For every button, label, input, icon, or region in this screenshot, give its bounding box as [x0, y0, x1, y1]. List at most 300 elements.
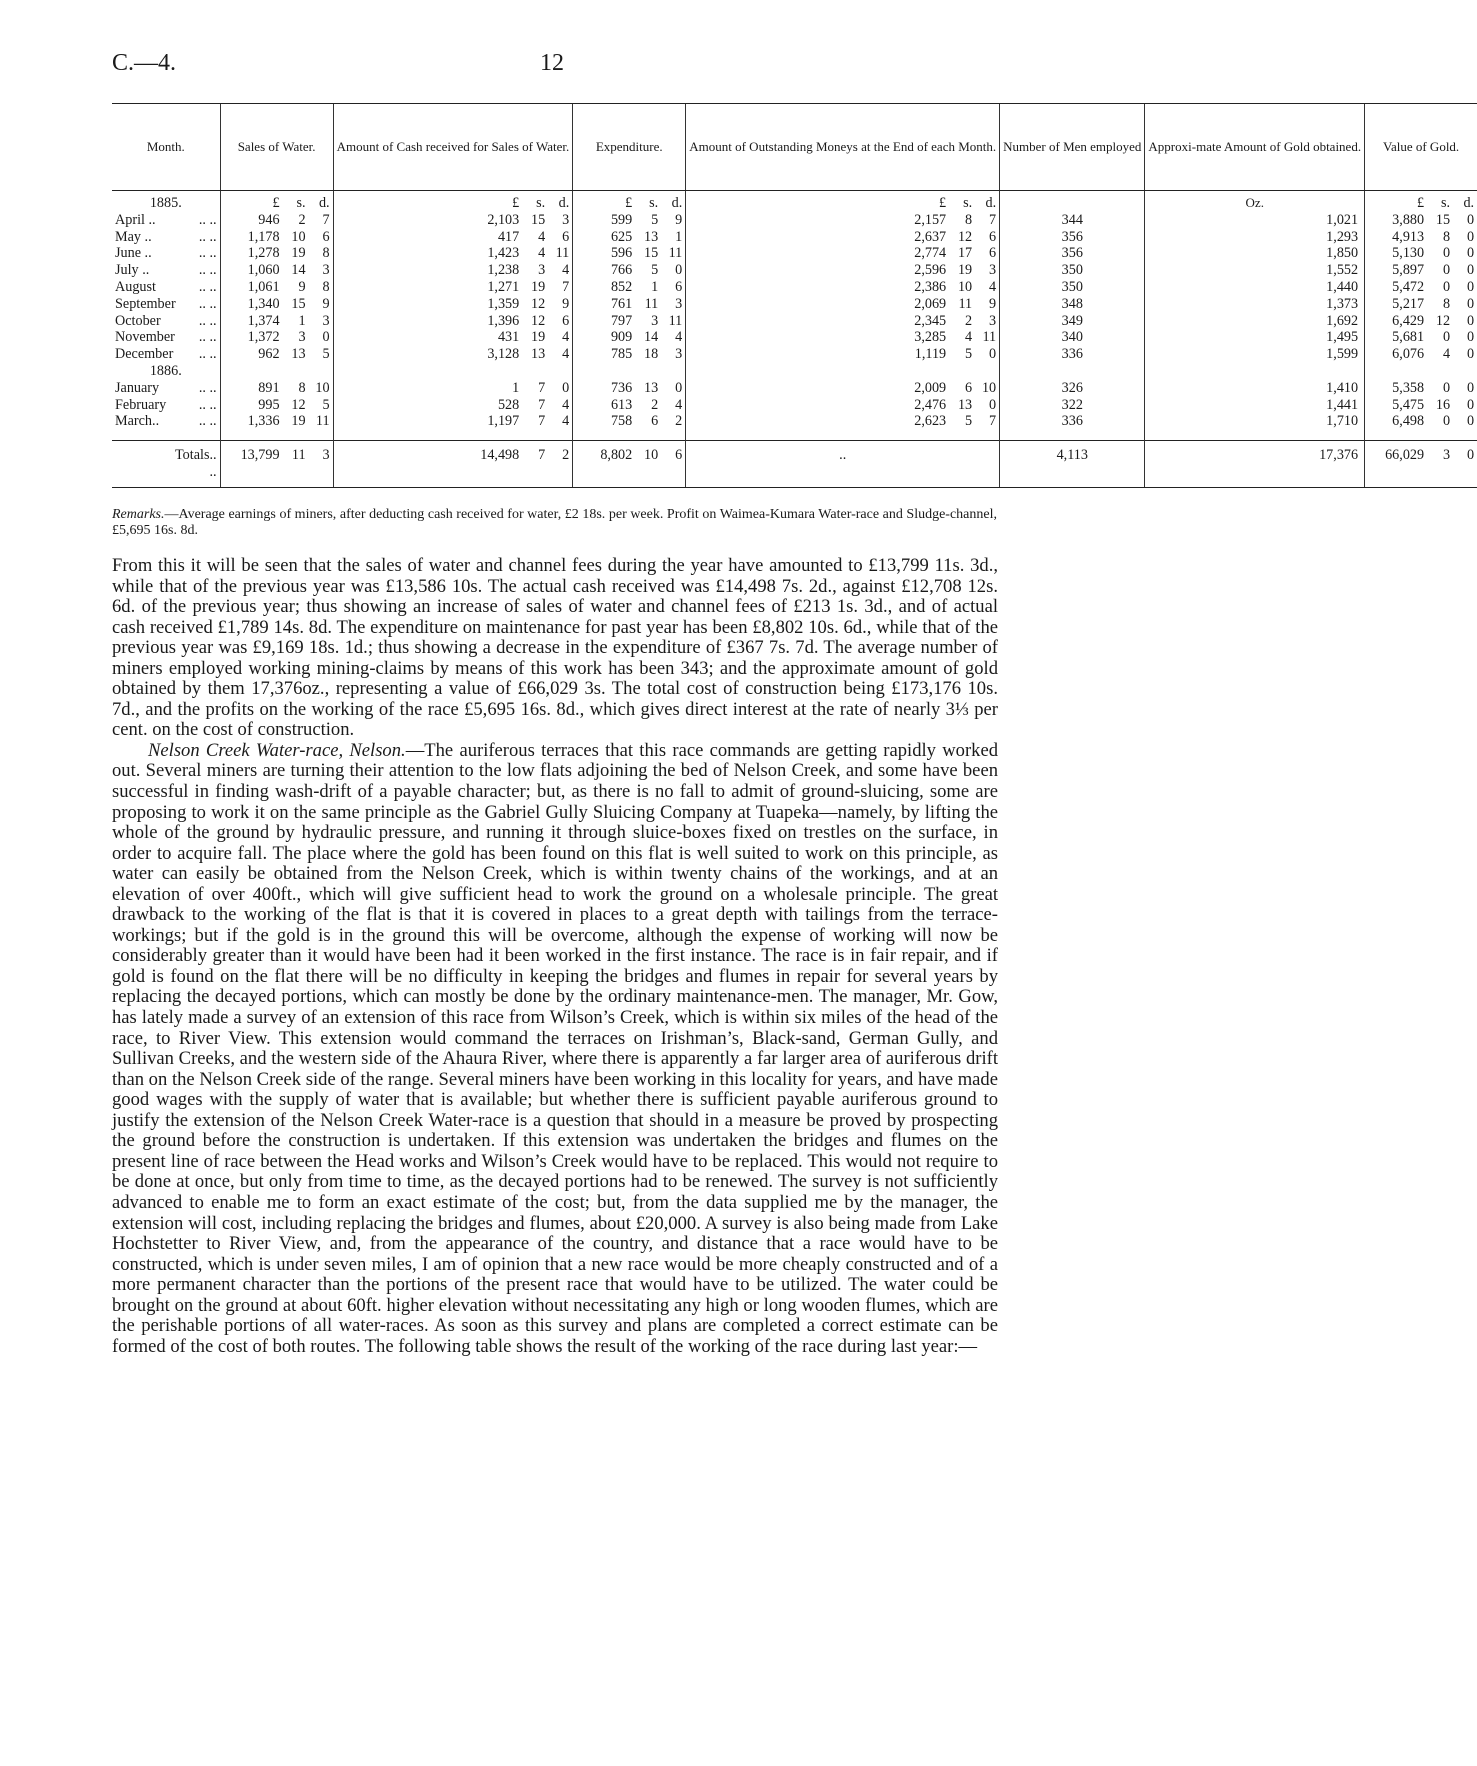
totals-value	[1365, 441, 1477, 488]
month-cell	[112, 346, 220, 363]
unit-money-part: d.	[1463, 195, 1475, 211]
table-row	[112, 397, 1477, 414]
expenditure-cell-part: 596	[610, 245, 633, 262]
cash-cell	[333, 229, 573, 246]
value-cell-part: 5,472	[1392, 278, 1425, 295]
value-cell	[1365, 329, 1477, 346]
outstanding-cell-part: 11	[958, 295, 973, 312]
unit-money-part: d.	[318, 195, 330, 211]
month-cell	[112, 397, 220, 414]
outstanding-cell-part: 3	[989, 312, 997, 329]
paragraph-summary: From this it will be seen that the sales of water and channel fees during the year have amounted to £13,799 11s. 3d., while that of the previous year was £13,586 10s. The actual cash received was £14,498 7s. 2d., against £12,708 12s. 6d. of the previous year; thus showing an increase of sales of water and channel fees of £213 1s. 3d., and of actual cash received £1,789 14s. 8d. The expenditure on maintenance for past year has been £8,802 10s. 6d., while that of the previous year was £9,169 18s. 1d.; thus showing a decrease in the expenditure of £367 7s. 7d. The average number of miners employed working mining-claims by means of this work has been 343; and the approximate amount of gold obtained by them 17,376oz., representing a value of £66,029 3s. The total cost of construction being £173,176 10s. 7d., and the profits on the working of the race £5,695 16s. 8d., which gives direct interest at the rate of nearly 3⅓ per cent. on the cost of construction.	[112, 555, 998, 741]
value-cell-part: 3,880	[1392, 211, 1425, 228]
col-header-outstanding: Amount of Outstanding Moneys at the End of each Month.	[686, 104, 1000, 191]
sales-cell-part: 962	[258, 346, 280, 363]
expenditure-cell-part: 785	[610, 346, 633, 363]
outstanding-cell-part: 2,623	[914, 413, 947, 430]
expenditure-cell	[573, 346, 686, 363]
sales-cell-part: 2	[298, 211, 306, 228]
sales-cell-part: 8	[322, 245, 330, 262]
totals-gold: 17,376	[1145, 441, 1365, 488]
cash-cell-part: 1,359	[487, 295, 520, 312]
table-row	[112, 329, 1477, 346]
spacer-cell	[1145, 430, 1365, 441]
cash-cell	[333, 329, 573, 346]
month-name: December	[115, 346, 174, 363]
cash-cell-part: 12	[531, 312, 546, 329]
expenditure-cell-part: 9	[675, 211, 683, 228]
month-cell	[112, 212, 220, 229]
totals-value-part: 3	[1443, 447, 1451, 464]
outstanding-cell-part: 17	[957, 245, 973, 262]
value-cell-part: 12	[1435, 312, 1451, 329]
remarks-label: Remarks.	[112, 507, 165, 522]
expenditure-cell-part: 3	[675, 295, 683, 312]
year-spacer	[220, 363, 333, 380]
value-cell	[1365, 313, 1477, 330]
sales-cell-part: 7	[322, 211, 330, 228]
unit-money-part: £	[512, 195, 520, 211]
outstanding-cell	[686, 212, 1000, 229]
cash-cell	[333, 296, 573, 313]
table-row	[112, 413, 1477, 430]
spacer-cell	[220, 430, 333, 441]
expenditure-cell-part: 3	[651, 312, 659, 329]
expenditure-cell	[573, 279, 686, 296]
outstanding-cell-part: 2,386	[914, 278, 947, 295]
value-cell-part: 0	[1443, 413, 1451, 430]
col-header-gold-amount: Approxi-mate Amount of Gold obtained.	[1145, 104, 1365, 191]
gold-cell: 1,021	[1145, 212, 1365, 229]
expenditure-cell-part: 0	[675, 379, 683, 396]
table-row	[112, 212, 1477, 229]
outstanding-cell-part: 4	[965, 329, 973, 346]
value-cell	[1365, 346, 1477, 363]
outstanding-cell	[686, 397, 1000, 414]
totals-sales-part: 13,799	[240, 447, 280, 464]
totals-dots: ..	[209, 463, 217, 480]
cash-cell-part: 12	[531, 295, 546, 312]
men-cell: 350	[1000, 262, 1145, 279]
outstanding-cell	[686, 262, 1000, 279]
month-dots: .. ..	[198, 379, 217, 396]
year-label: 1886.	[149, 362, 182, 379]
value-cell-part: 6,076	[1392, 346, 1425, 363]
sales-cell-part: 1,336	[247, 413, 280, 430]
outstanding-cell	[686, 296, 1000, 313]
sales-cell	[220, 212, 333, 229]
expenditure-cell	[573, 380, 686, 397]
sales-cell	[220, 313, 333, 330]
value-cell-part: 0	[1443, 379, 1451, 396]
outstanding-cell-part: 9	[989, 295, 997, 312]
outstanding-cell-part: 12	[957, 228, 973, 245]
expenditure-cell	[573, 212, 686, 229]
table-row	[112, 262, 1477, 279]
men-cell: 322	[1000, 397, 1145, 414]
outstanding-cell-part: 5	[965, 346, 973, 363]
month-name: May ..	[115, 228, 152, 245]
outstanding-cell	[686, 313, 1000, 330]
sales-cell-part: 8	[322, 278, 330, 295]
sales-cell-part: 1,340	[247, 295, 280, 312]
cash-cell-part: 4	[562, 396, 570, 413]
men-cell: 336	[1000, 413, 1145, 430]
year-label: 1885.	[149, 195, 182, 211]
sales-cell-part: 14	[291, 262, 306, 279]
value-cell-part: 0	[1467, 278, 1475, 295]
year-spacer	[1365, 363, 1477, 380]
sales-cell-part: 13	[291, 346, 306, 363]
sales-cell-part: 1,372	[247, 329, 280, 346]
cash-cell	[333, 413, 573, 430]
sales-cell-part: 19	[291, 413, 306, 430]
unit-money	[333, 191, 573, 212]
table-body	[112, 191, 1477, 488]
expenditure-cell-part: 1	[675, 228, 683, 245]
report-body	[112, 556, 998, 1357]
outstanding-cell	[686, 380, 1000, 397]
expenditure-cell-part: 18	[644, 346, 659, 363]
outstanding-cell-part: 2,476	[914, 396, 947, 413]
cash-cell-part: 7	[562, 278, 570, 295]
month-name: March..	[115, 413, 160, 430]
cash-cell-part: 19	[531, 329, 546, 346]
cash-cell	[333, 279, 573, 296]
value-cell-part: 15	[1435, 211, 1451, 228]
outstanding-cell-part: 7	[989, 413, 997, 430]
outstanding-cell-part: 2	[965, 312, 973, 329]
sales-cell-part: 8	[298, 379, 306, 396]
sales-cell	[220, 296, 333, 313]
table-row	[112, 229, 1477, 246]
value-cell-part: 6,498	[1392, 413, 1425, 430]
value-cell-part: 6,429	[1392, 312, 1425, 329]
value-cell-part: 0	[1443, 278, 1451, 295]
unit-money-part: £	[625, 195, 633, 211]
value-cell-part: 4	[1443, 346, 1451, 363]
month-dots: .. ..	[198, 329, 217, 346]
outstanding-cell	[686, 229, 1000, 246]
outstanding-cell-part: 5	[965, 413, 973, 430]
year-spacer	[686, 363, 1000, 380]
gold-cell: 1,495	[1145, 329, 1365, 346]
expenditure-cell	[573, 313, 686, 330]
gold-cell: 1,441	[1145, 397, 1365, 414]
month-cell	[112, 329, 220, 346]
month-cell	[112, 262, 220, 279]
spacer-cell	[686, 430, 1000, 441]
month-cell	[112, 279, 220, 296]
returns-table-container	[112, 103, 1475, 488]
totals-expenditure-part: 8,802	[600, 447, 633, 464]
expenditure-cell-part: 1	[651, 278, 659, 295]
expenditure-cell-part: 15	[644, 245, 659, 262]
totals-label: Totals..	[175, 447, 217, 464]
unit-money-part: d.	[985, 195, 997, 211]
cash-cell-part: 431	[497, 329, 520, 346]
month-cell	[112, 313, 220, 330]
value-cell	[1365, 229, 1477, 246]
value-cell	[1365, 380, 1477, 397]
sales-cell-part: 9	[298, 278, 306, 295]
gold-cell: 1,293	[1145, 229, 1365, 246]
cash-cell	[333, 262, 573, 279]
gold-cell: 1,440	[1145, 279, 1365, 296]
sales-cell-part: 12	[291, 396, 306, 413]
unit-money-part: s.	[963, 195, 973, 211]
sales-cell-part: 0	[322, 329, 330, 346]
outstanding-cell-part: 10	[957, 278, 973, 295]
year-row	[112, 363, 1477, 380]
sales-cell-part: 1,374	[247, 312, 280, 329]
cash-cell-part: 13	[531, 346, 546, 363]
sales-cell-part: 1,278	[247, 245, 280, 262]
sales-cell	[220, 346, 333, 363]
cash-cell-part: 1,396	[487, 312, 520, 329]
expenditure-cell	[573, 262, 686, 279]
value-cell-part: 0	[1467, 312, 1475, 329]
month-name: October	[115, 312, 161, 329]
unit-money-part: s.	[649, 195, 659, 211]
sales-cell-part: 15	[291, 295, 306, 312]
value-cell-part: 0	[1443, 262, 1451, 279]
month-cell	[112, 296, 220, 313]
value-cell-part: 0	[1467, 346, 1475, 363]
expenditure-cell	[573, 229, 686, 246]
unit-money-part: d.	[671, 195, 683, 211]
cash-cell-part: 4	[562, 262, 570, 279]
month-dots: .. ..	[198, 413, 217, 430]
cash-cell-part: 6	[562, 228, 570, 245]
col-header-men: Number of Men employed	[1000, 104, 1145, 191]
year-spacer	[1000, 363, 1145, 380]
col-header-expenditure: Expenditure.	[573, 104, 686, 191]
expenditure-cell-part: 736	[610, 379, 633, 396]
month-name: September	[115, 295, 176, 312]
sales-cell	[220, 245, 333, 262]
document-reference: C.—4.	[112, 50, 177, 76]
sales-cell-part: 10	[291, 228, 306, 245]
unit-money-part: £	[272, 195, 280, 211]
expenditure-cell-part: 11	[668, 312, 683, 329]
col-header-gold-value: Value of Gold.	[1365, 104, 1477, 191]
outstanding-cell-part: 2,009	[914, 379, 947, 396]
totals-expenditure-part: 6	[675, 447, 683, 464]
expenditure-cell-part: 0	[675, 262, 683, 279]
totals-cash	[333, 441, 573, 488]
value-cell-part: 0	[1467, 211, 1475, 228]
expenditure-cell-part: 758	[610, 413, 633, 430]
month-name: November	[115, 329, 175, 346]
expenditure-cell-part: 6	[675, 278, 683, 295]
cash-cell-part: 417	[497, 228, 520, 245]
sales-cell	[220, 229, 333, 246]
totals-cash-part: 14,498	[480, 447, 520, 464]
totals-men: 4,113	[1000, 441, 1145, 488]
gold-cell: 1,692	[1145, 313, 1365, 330]
totals-value-part: 66,029	[1385, 447, 1425, 464]
expenditure-cell-part: 599	[610, 211, 633, 228]
expenditure-cell-part: 3	[675, 346, 683, 363]
sales-cell-part: 1	[298, 312, 306, 329]
expenditure-cell-part: 5	[651, 262, 659, 279]
unit-money-part: s.	[296, 195, 306, 211]
outstanding-cell-part: 3	[989, 262, 997, 279]
outstanding-cell-part: 2,637	[914, 228, 947, 245]
month-cell	[112, 245, 220, 262]
cash-cell-part: 6	[562, 312, 570, 329]
value-cell-part: 5,358	[1392, 379, 1425, 396]
expenditure-cell-part: 613	[610, 396, 633, 413]
outstanding-cell-part: 2,069	[914, 295, 947, 312]
sales-cell	[220, 329, 333, 346]
value-cell-part: 5,897	[1392, 262, 1425, 279]
value-cell-part: 0	[1443, 329, 1451, 346]
table-row	[112, 380, 1477, 397]
men-cell: 340	[1000, 329, 1145, 346]
unit-money-part: d.	[558, 195, 570, 211]
cash-cell-part: 4	[538, 228, 546, 245]
cash-cell-part: 7	[538, 413, 546, 430]
outstanding-cell-part: 6	[989, 245, 997, 262]
outstanding-cell-part: 2,157	[914, 211, 947, 228]
outstanding-cell	[686, 413, 1000, 430]
men-cell: 336	[1000, 346, 1145, 363]
sales-cell	[220, 279, 333, 296]
unit-money	[220, 191, 333, 212]
unit-oz: Oz.	[1145, 191, 1365, 212]
men-cell: 356	[1000, 245, 1145, 262]
expenditure-cell-part: 766	[610, 262, 633, 279]
value-cell-part: 0	[1467, 396, 1475, 413]
sales-cell	[220, 262, 333, 279]
value-cell-part: 0	[1467, 295, 1475, 312]
value-cell	[1365, 296, 1477, 313]
sales-cell-part: 1,061	[247, 278, 280, 295]
expenditure-cell-part: 14	[644, 329, 659, 346]
expenditure-cell-part: 11	[668, 245, 683, 262]
value-cell	[1365, 397, 1477, 414]
table-row	[112, 313, 1477, 330]
expenditure-cell-part: 852	[610, 278, 633, 295]
value-cell	[1365, 212, 1477, 229]
spacer-cell	[1000, 430, 1145, 441]
cash-cell-part: 19	[531, 278, 546, 295]
month-cell	[112, 380, 220, 397]
month-name: July ..	[115, 262, 150, 279]
table-row	[112, 245, 1477, 262]
expenditure-cell-part: 6	[651, 413, 659, 430]
expenditure-cell	[573, 329, 686, 346]
men-cell: 348	[1000, 296, 1145, 313]
sales-cell-part: 3	[322, 312, 330, 329]
month-name: June ..	[115, 245, 152, 262]
sales-cell-part: 11	[315, 413, 330, 430]
outstanding-cell-part: 4	[989, 278, 997, 295]
outstanding-cell-part: 11	[982, 329, 997, 346]
expenditure-cell	[573, 397, 686, 414]
sales-cell-part: 5	[322, 396, 330, 413]
outstanding-cell-part: 1,119	[914, 346, 947, 363]
month-name: February	[115, 396, 167, 413]
paragraph-nelson-creek-text: —The auriferous terraces that this race commands are getting rapidly worked out. Several miners are turning their attention to the low flats adjoining the bed of Nelson Creek, and some have been successful in finding wash-drift of a payable character; but, as there is no fall to admit of ground-sluicing, some are proposing to work it on the same principle as the Gabriel Gully Sluicing Company at Tuapeka—namely, by lifting the whole of the ground by hydraulic pressure, and running it through sluice-boxes fixed on trestles on the surface, in order to acquire fall. The place where the gold has been found on this flat is well suited to work on this principle, as water can easily be obtained from the Nelson Creek, which is within twenty chains of the workings, and at an elevation of over 400ft., which will give sufficient head to work the ground on a wholesale principle. The great drawback to the working of the flat is that it is covered in places to a great depth with tailings from the terrace-workings; but if the gold is in the ground this will be overcome, although the expense of working will now be considerably greater than it would have been had it been worked in the first instance. The race is in fair repair, and if gold is found on the flat there will be no difficulty in keeping the bridges and flumes in repair for several years by replacing the decayed portions, which can mostly be done by the ordinary maintenance-men. The manager, Mr. Gow, has lately made a survey of an extension of this race from Wilson’s Creek, which is within six miles of the head of the race, to River View. This extension would command the terraces on Irishman’s, Black-sand, German Gully, and Sullivan Creeks, and the western side of the Ahaura River, where there is apparently a far larger area of auriferous drift than on the Nelson Creek side of the range. Several miners have been working in this locality for years, and have made good wages with the supply of water that is available; but whether there is sufficient payable auriferous ground to justify the extension of the Nelson Creek Water-race is a question that should in a measure be proved by prospecting the ground before the construction is undertaken. If this extension was undertaken the bridges and flumes on the present line of race between the Head works and Wilson’s Creek would have to be replaced. This would not require to be done at once, but only from time to time, as the decayed portions had to be renewed. The survey is not sufficiently advanced to enable me to form an exact estimate of the cost; but, from the data supplied me by the manager, the extension will cost, including replacing the bridges and flumes, about £20,000. A survey is also being made from Lake Hochstetter to River View, and, from the appearance of the country, and distance that a race would have to be constructed, which is under seven miles, I am of opinion that a new race would be more cheaply constructed and of a more permanent character than the portions of the present race that would have to be utilized. The water could be brought on the ground at about 60ft. higher elevation without necessitating any high or long wooden flumes, which are the perishable portions of all water-races. As soon as this survey and plans are completed a correct estimate can be formed of the cost of both routes. The following table shows the result of the working of the race during last year:—	[112, 739, 998, 1357]
spacer-cell	[573, 430, 686, 441]
col-header-month: Month.	[112, 104, 220, 191]
cash-cell-part: 1,238	[487, 262, 520, 279]
cash-cell	[333, 212, 573, 229]
gold-cell: 1,599	[1145, 346, 1365, 363]
outstanding-cell-part: 2,596	[914, 262, 947, 279]
value-cell-part: 4,913	[1392, 228, 1425, 245]
sales-cell	[220, 413, 333, 430]
value-cell-part: 5,475	[1392, 396, 1425, 413]
value-cell	[1365, 413, 1477, 430]
spacer-cell	[1365, 430, 1477, 441]
value-cell-part: 0	[1467, 245, 1475, 262]
expenditure-cell-part: 2	[675, 413, 683, 430]
month-dots: .. ..	[198, 295, 217, 312]
month-cell	[112, 413, 220, 430]
cash-cell-part: 1,197	[487, 413, 520, 430]
unit-money	[573, 191, 686, 212]
totals-expenditure	[573, 441, 686, 488]
outstanding-cell-part: 2,345	[914, 312, 947, 329]
cash-cell-part: 1,271	[487, 278, 520, 295]
outstanding-cell-part: 8	[965, 211, 973, 228]
cash-cell-part: 7	[538, 396, 546, 413]
value-cell-part: 0	[1467, 262, 1475, 279]
cash-cell	[333, 380, 573, 397]
value-cell-part: 8	[1443, 295, 1451, 312]
cash-cell-part: 3,128	[487, 346, 520, 363]
totals-cash-part: 7	[538, 447, 546, 464]
expenditure-cell	[573, 245, 686, 262]
sales-cell-part: 1,060	[247, 262, 280, 279]
month-dots: .. ..	[198, 278, 217, 295]
value-cell-part: 5,217	[1392, 295, 1425, 312]
totals-sales-part: 11	[291, 447, 306, 464]
cash-cell-part: 2,103	[487, 211, 520, 228]
value-cell-part: 5,681	[1392, 329, 1425, 346]
unit-money-part: £	[1417, 195, 1425, 211]
totals-sales-part: 3	[322, 447, 330, 464]
unit-money-part: £	[939, 195, 947, 211]
year-spacer	[573, 363, 686, 380]
cash-cell-part: 3	[538, 262, 546, 279]
expenditure-cell	[573, 296, 686, 313]
unit-men	[1000, 191, 1145, 212]
cash-cell-part: 15	[531, 211, 546, 228]
expenditure-cell-part: 797	[610, 312, 633, 329]
totals-cash-part: 2	[562, 447, 570, 464]
section-title-nelson-creek: Nelson Creek Water-race, Nelson.	[148, 739, 406, 761]
outstanding-cell-part: 0	[989, 346, 997, 363]
spacer-cell	[333, 430, 573, 441]
men-cell: 349	[1000, 313, 1145, 330]
gold-cell: 1,850	[1145, 245, 1365, 262]
totals-label-cell	[112, 441, 220, 488]
outstanding-cell-part: 6	[965, 379, 973, 396]
gold-cell: 1,552	[1145, 262, 1365, 279]
cash-cell-part: 4	[562, 346, 570, 363]
outstanding-cell	[686, 346, 1000, 363]
cash-cell-part: 9	[562, 295, 570, 312]
expenditure-cell-part: 625	[610, 228, 633, 245]
expenditure-cell-part: 13	[644, 379, 659, 396]
totals-sales	[220, 441, 333, 488]
outstanding-cell-part: 10	[981, 379, 997, 396]
